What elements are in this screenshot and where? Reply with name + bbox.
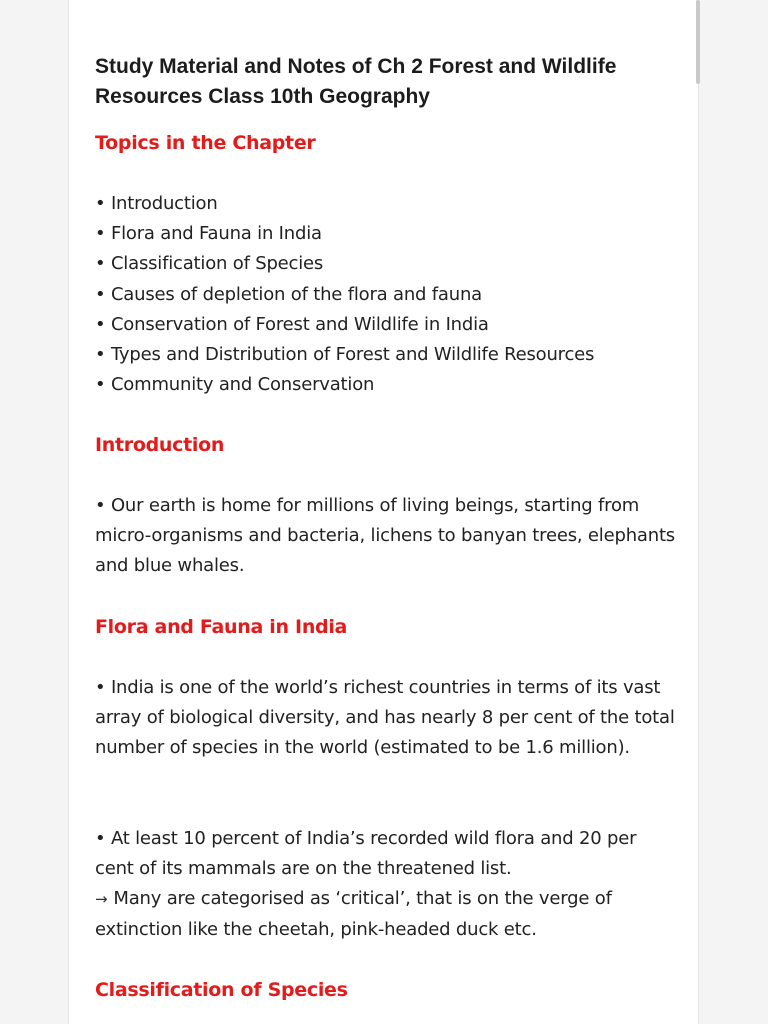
- flora-fauna-heading: Flora and Fauna in India: [95, 616, 348, 638]
- topic-item: • Types and Distribution of Forest and Wildlife Resources: [95, 344, 595, 366]
- introduction-heading: Introduction: [95, 434, 225, 456]
- paragraph: • India is one of the world’s richest countries in terms of its vast array of biological diversity, and has nearly 8 per cent of the total number of species in the world (estimated to be 1.6 million).: [95, 677, 675, 759]
- topic-item: • Flora and Fauna in India: [95, 223, 322, 245]
- flora-fauna-paragraph-2: [95, 824, 675, 945]
- topic-item: • Conservation of Forest and Wildlife in India: [95, 313, 489, 335]
- topic-item: • Classification of Species: [95, 253, 324, 275]
- page-title: Study Material and Notes of Ch 2 Forest and Wildlife Resources Class 10th Geography: [95, 55, 617, 108]
- introduction-paragraph: • Our earth is home for millions of living beings, starting from micro-organisms and bacteria, lichens to banyan trees, elephants and blue whales.: [95, 495, 675, 577]
- paragraph: • At least 10 percent of India’s recorded wild flora and 20 per cent of its mammals are on the threatened list.: [95, 828, 637, 880]
- topic-item: • Introduction: [95, 193, 218, 214]
- topic-item: • Community and Conservation: [95, 374, 375, 396]
- arrow-right-icon: →: [95, 890, 108, 909]
- classification-heading: Classification of Species: [95, 979, 348, 1001]
- introduction-text: [95, 491, 675, 582]
- scrollbar-thumb[interactable]: [696, 0, 700, 84]
- topics-heading: Topics in the Chapter: [95, 132, 316, 154]
- topic-item: • Causes of depletion of the flora and fauna: [95, 283, 483, 305]
- topics-list: [95, 189, 675, 400]
- flora-fauna-paragraph-1: [95, 673, 675, 764]
- arrow-text: Many are categorised as ‘critical’, that is on the verge of extinction like the cheetah, pink-headed duck etc.: [95, 888, 612, 940]
- scrollbar[interactable]: [695, 0, 701, 1024]
- arrow-paragraph: [95, 884, 675, 944]
